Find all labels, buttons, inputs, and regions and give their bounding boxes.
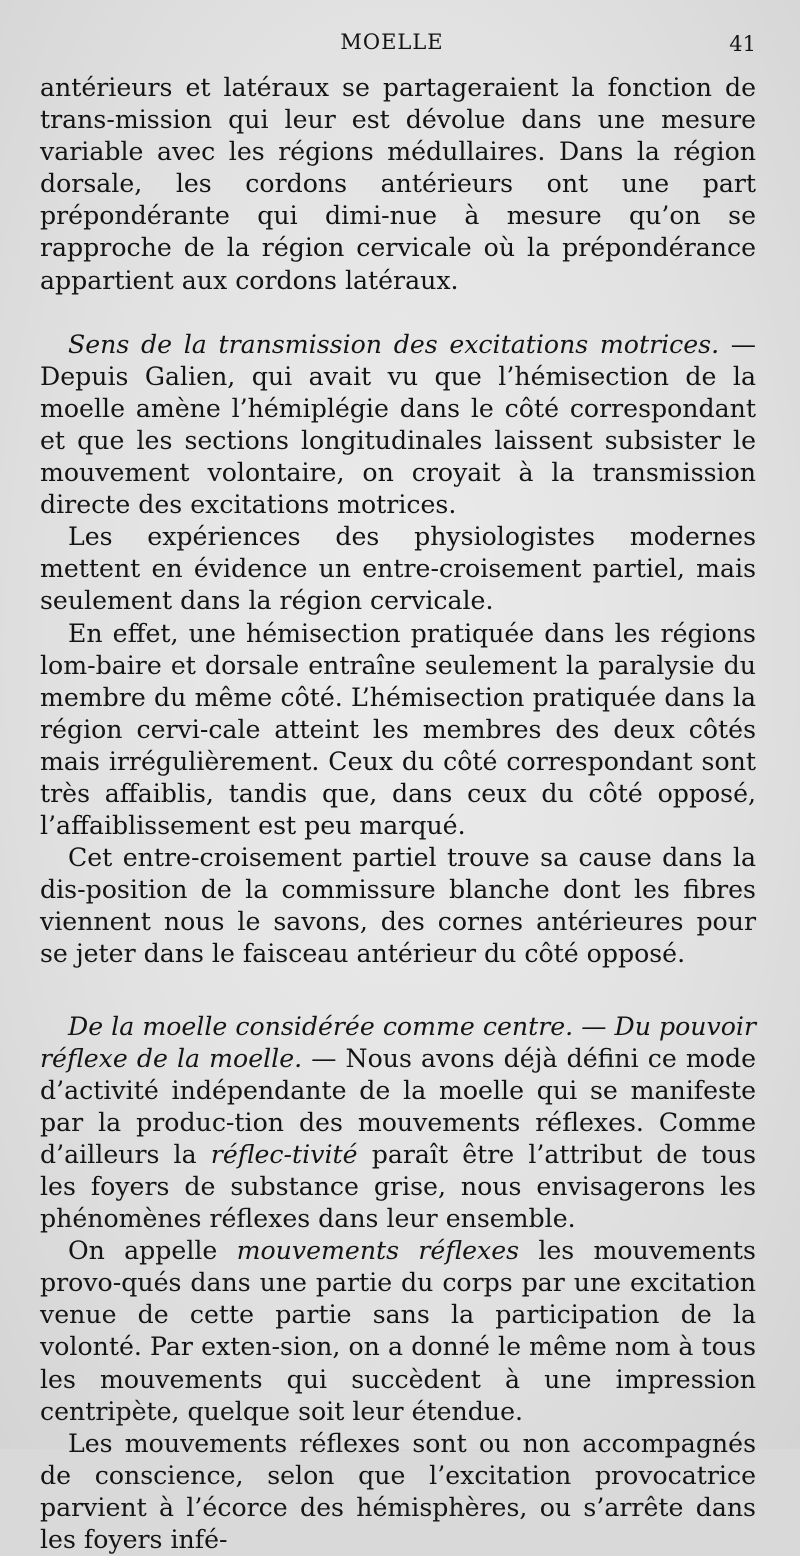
page-number: 41 (729, 32, 756, 56)
paragraph-section-transmission (40, 329, 756, 522)
section-heading-transmission: Sens de la transmission des excitations motrices. (68, 329, 720, 359)
paragraph-conscience (40, 1428, 756, 1556)
paragraph-hemisection (40, 618, 756, 843)
paragraph-mouvements-reflexes (40, 1235, 756, 1428)
paragraph-text: — Depuis Galien, qui avait vu que l’hémisection de la moelle amène l’hémiplégie dans le côté correspondant et que les sections longitudinales laissent subsister le mouvement volontaire, on croyait à la transmission directe des excitations motrices. (40, 329, 756, 520)
running-head (0, 30, 800, 60)
running-title: MOELLE (340, 30, 444, 54)
section-heading-reflexe: De la moelle considérée comme centre. — Du pouvoir réflexe de la moelle. (40, 1011, 756, 1073)
paragraph-text: paraît être l’attribut de tous les foyers de substance grise, nous envisagerons les phénomènes réflexes dans leur ensemble. (40, 1139, 756, 1234)
paragraph-experiences (40, 521, 756, 617)
paragraph-text: les mouvements provo-qués dans une partie du corps par une excitation venue de cette partie sans la participation de la volonté. Par exten-sion, on a donné le même nom à tous les mouvements qui succèdent à une impression centripète, quelque soit leur étendue. (40, 1236, 756, 1426)
text-body (40, 72, 756, 1556)
paragraph-text: Les mouvements réflexes sont ou non accompagnés de conscience, selon que l’excitation provocatrice parvient à l’écorce des hémisphères, ou s’arrête dans les foyers infé- (40, 1428, 756, 1555)
paragraph-text: Les expériences des physiologistes modernes mettent en évidence un entre-croisement partiel, mais seulement dans la région cervicale. (40, 522, 756, 616)
italic-term-reflectivite: réflec-tivité (210, 1139, 358, 1169)
paragraph-text: — Nous avons déjà défini ce mode d’activité indépendante de la moelle qui se manifeste par la produc-tion des mouvements réflexes. Comme d’ailleurs la (40, 1043, 756, 1169)
paragraph-text: antérieurs et latéraux se partageraient la fonction de trans-mission qui leur est dévolue dans une mesure variable avec les régions médullaires. Dans la région dorsale, les cordons antérieurs ont une part prépondérante qui dimi-nue à mesure qu’on se rapproche de la région cervicale où la prépondérance appartient aux cordons latéraux. (40, 73, 756, 295)
paragraph-commissure (40, 842, 756, 970)
paragraph-text: On appelle (68, 1236, 237, 1266)
paragraph-continuation (40, 72, 756, 297)
paragraph-text: Cet entre-croisement partiel trouve sa cause dans la dis-position de la commissure blanche dont les fibres viennent nous le savons, des cornes antérieures pour se jeter dans le faisceau antérieur du côté opposé. (40, 843, 756, 969)
italic-term-mouvements-reflexes: mouvements réflexes (236, 1236, 520, 1266)
paragraph-text: En effet, une hémisection pratiquée dans les régions lom-baire et dorsale entraîne seulement la paralysie du membre du même côté. L’hémisection pratiquée dans la région cervi-cale atteint les membres des deux côtés mais irrégulièrement. Ceux du côté correspondant sont très affaiblis, tandis que, dans ceux du côté opposé, l’affaiblissement est peu marqué. (40, 618, 756, 841)
paragraph-section-reflexe (40, 1011, 756, 1236)
